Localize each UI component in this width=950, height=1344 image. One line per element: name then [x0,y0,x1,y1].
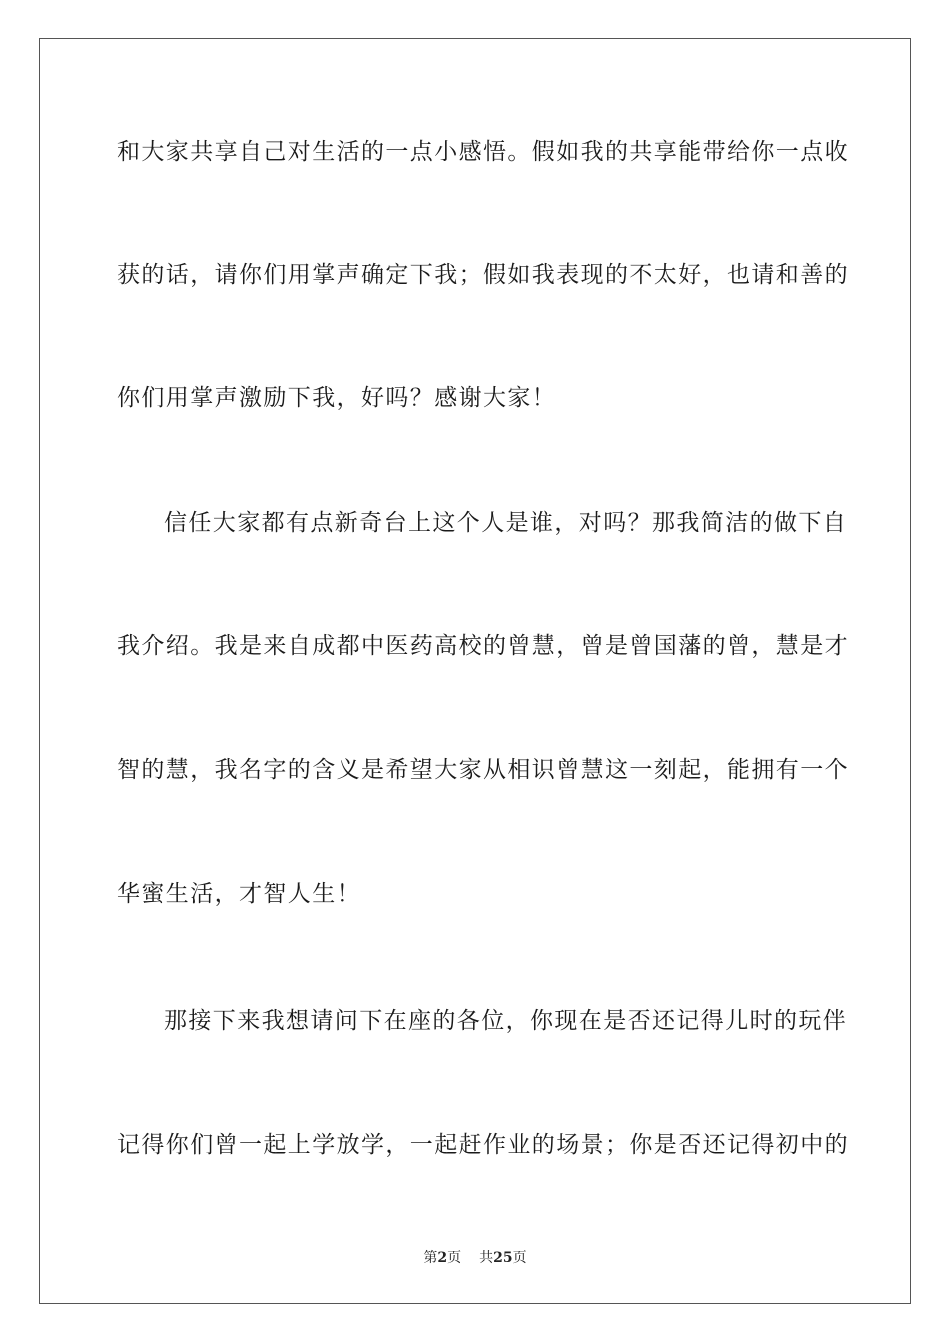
page-prefix: 第 [423,1250,438,1266]
body-line-9: 记得你们曾一起上学放学，一起赶作业的场景；你是否还记得初中的 [117,1132,849,1158]
body-line-8: 那接下来我想请问下在座的各位，你现在是否还记得儿时的玩伴 [164,1008,848,1034]
page-footer [0,1248,950,1268]
body-line-1: 和大家共享自己对生活的一点小感悟。假如我的共享能带给你一点收 [117,139,849,165]
body-line-4: 信任大家都有点新奇台上这个人是谁，对吗？那我简洁的做下自 [164,510,848,536]
body-line-7: 华蜜生活，才智人生！ [117,881,361,907]
total-page-count: 25 [493,1250,513,1266]
body-line-6: 智的慧，我名字的含义是希望大家从相识曾慧这一刻起，能拥有一个 [117,757,849,783]
current-page-number: 2 [437,1250,448,1266]
total-prefix: 共 [479,1250,494,1266]
total-suffix: 页 [512,1250,527,1266]
page-suffix: 页 [447,1250,462,1266]
body-line-5: 我介绍。我是来自成都中医药高校的曾慧，曾是曾国藩的曾，慧是才 [117,633,849,659]
body-line-2: 获的话，请你们用掌声确定下我；假如我表现的不太好，也请和善的 [117,262,849,288]
body-line-3: 你们用掌声激励下我，好吗？感谢大家！ [117,385,557,411]
page-border [39,38,911,1304]
